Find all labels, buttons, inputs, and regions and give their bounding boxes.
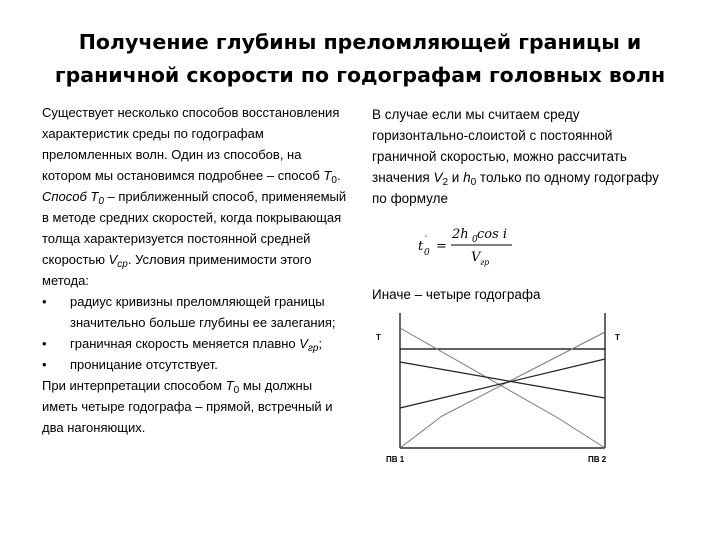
bullet-item-2: • граничная скорость меняется плавно $V_{гр}$; bbox=[42, 333, 350, 354]
slide-title bbox=[20, 26, 700, 92]
formula-numerator-sub: 0 bbox=[472, 235, 478, 245]
overtaking-hodograph-2 bbox=[400, 359, 605, 408]
formula-denominator: V bbox=[471, 250, 481, 265]
bullet-item-3: • проницание отсутствует. bbox=[42, 354, 350, 375]
label-t-right: T bbox=[615, 333, 620, 342]
paragraph-interpretation: При интерпретации способом $T_0$ мы должны иметь четыре годографа – прямой, встречный и два нагоняющих. bbox=[42, 378, 333, 435]
right-text-column bbox=[372, 104, 672, 209]
paragraph-horizontal-layers: В случае если мы считаем среду горизонтально-слоистой с постоянной граничной скоростью, можно рассчитать значения $V_2$ и $h_0$ только по одному годографу по формуле bbox=[372, 107, 659, 206]
hodograph-diagram bbox=[370, 300, 630, 470]
paragraph-intro: Существует несколько способов восстановления характеристик среды по годографам преломленных волн. Один из способов, на котором мы остановимся подробнее – способ $T_0$. bbox=[42, 105, 341, 186]
paragraph-method: Способ $T_0$ – приближенный способ, применяемый в методе средних скоростей, когда покрывающая толща характеризуется постоянной средней скоростью $V_{ср}$. Условия применимости этого метода: bbox=[42, 189, 347, 288]
formula-lhs-prime: ′ bbox=[425, 235, 428, 246]
formula-equals: = bbox=[436, 239, 447, 254]
bullet-marker: • bbox=[42, 294, 47, 309]
label-pv1: ПВ 1 bbox=[386, 455, 405, 464]
formula-numerator-rest: cos i bbox=[477, 227, 508, 242]
left-text-column bbox=[42, 102, 350, 438]
title-line-1: Получение глубины преломляющей границы и bbox=[78, 30, 642, 54]
formula-lhs: t bbox=[418, 239, 424, 254]
four-hodographs-note: Иначе – четыре годографа bbox=[372, 287, 541, 302]
bullet-marker: • bbox=[42, 357, 47, 372]
bullet-marker: • bbox=[42, 336, 47, 351]
formula-t0 bbox=[416, 222, 526, 268]
formula-denominator-sub: гр bbox=[480, 258, 490, 267]
bullet-item-1: • радиус кривизны преломляющей границы значительно больше глубины ее залегания; bbox=[42, 291, 350, 333]
overtaking-hodograph-1 bbox=[400, 362, 605, 398]
label-pv2: ПВ 2 bbox=[588, 455, 607, 464]
formula-lhs-sub: 0 bbox=[424, 248, 430, 258]
label-t-left: T bbox=[376, 333, 381, 342]
reverse-hodograph bbox=[400, 328, 605, 448]
formula-numerator: 2h bbox=[452, 227, 469, 242]
title-line-2: граничной скорости по годографам головных волн bbox=[54, 63, 666, 87]
